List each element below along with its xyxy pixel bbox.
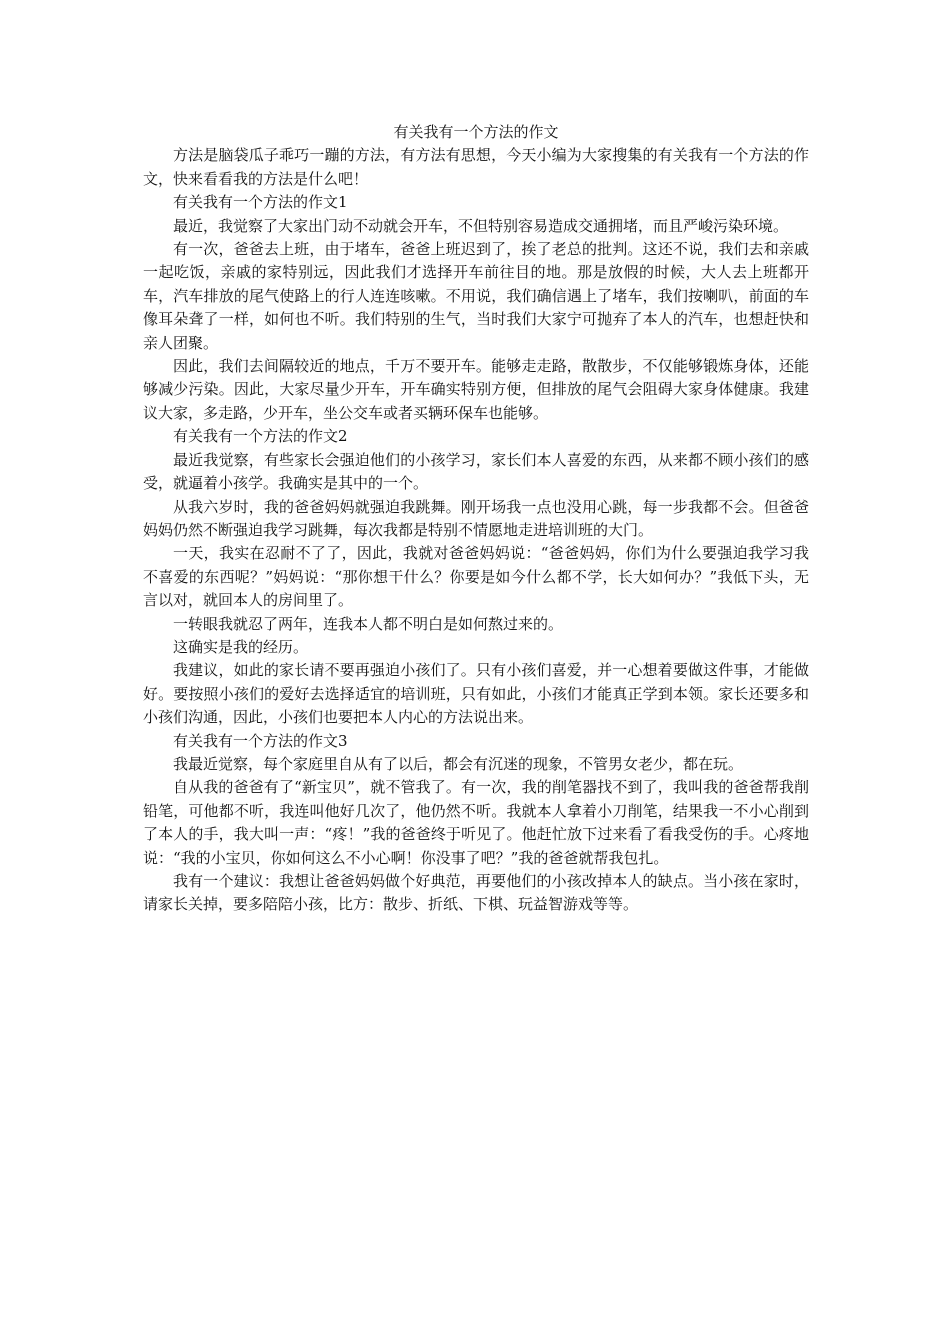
paragraph: 从我六岁时，我的爸爸妈妈就强迫我跳舞。刚开场我一点也没用心跳，每一步我都不会。但爸爸妈妈仍然不断强迫我学习跳舞，每次我都是特别不情愿地走进培训班的大门。 (143, 497, 809, 539)
document-body (143, 121, 809, 917)
paragraph: 一转眼我就忍了两年，连我本人都不明白是如何熬过来的。 (173, 614, 564, 633)
paragraph: 最近我觉察，有些家长会强迫他们的小孩学习，家长们本人喜爱的东西，从来都不顾小孩们的感受，就逼着小孩学。我确实是其中的一个。 (143, 450, 809, 493)
paragraph: 因此，我们去间隔较近的地点，千万不要开车。能够走走路，散散步，不仅能够锻炼身体，还能够减少污染。因此，大家尽量少开车，开车确实特别方便，但排放的尾气会阻碍大家身体健康。我建议大家，多走路，少开车，坐公交车或者买辆环保车也能够。 (143, 357, 809, 422)
paragraph: 自从我的爸爸有了“新宝贝”，就不管我了。有一次，我的削笔器找不到了，我叫我的爸爸帮我削铅笔，可他都不听，我连叫他好几次了，他仍然不听。我就本人拿着小刀削笔，结果我一不小心削到了本人的手，我大叫一声：“疼！”我的爸爸终于听见了。他赶忙放下过来看了看我受伤的手。心疼地说：“我的小宝贝，你如何这么不小心啊！你没事了吧？”我的爸爸就帮我包扎。 (143, 778, 809, 867)
paragraph: 有一次，爸爸去上班，由于堵车，爸爸上班迟到了，挨了老总的批判。这还不说，我们去和亲戚一起吃饭，亲戚的家特别远，因此我们才选择开车前往目的地。那是放假的时候，大人去上班都开车，汽车排放的尾气使路上的行人连连咳嗽。不用说，我们确信遇上了堵车，我们按喇叭，前面的车像耳朵聋了一样，如何也不听。我们特别的生气，当时我们大家宁可抛弃了本人的汽车，也想赶快和亲人团聚。 (143, 240, 809, 352)
paragraph: 我最近觉察，每个家庭里自从有了以后，都会有沉迷的现象，不管男女老少，都在玩。 (173, 754, 744, 773)
paragraph: 一天，我实在忍耐不了了，因此，我就对爸爸妈妈说：“爸爸妈妈，你们为什么要强迫我学习我不喜爱的东西呢？”妈妈说：“那你想干什么？你要是如今什么都不学，长大如何办？”我低下头，无言以对，就回本人的房间里了。 (143, 544, 809, 610)
section-heading-2: 有关我有一个方法的作文2 (173, 427, 348, 446)
paragraph: 这确实是我的经历。 (173, 637, 309, 656)
section-heading-1: 有关我有一个方法的作文1 (173, 193, 348, 212)
paragraph: 我建议，如此的家长请不要再强迫小孩们了。只有小孩们喜爱，并一心想着要做这件事，才能做好。要按照小孩们的爱好去选择适宜的培训班，只有如此，小孩们才能真正学到本领。家长还要多和小孩们沟通，因此，小孩们也要把本人内心的方法说出来。 (143, 661, 809, 727)
document-title: 有关我有一个方法的作文 (393, 123, 559, 141)
section-heading-3: 有关我有一个方法的作文3 (173, 731, 348, 750)
paragraph: 最近，我觉察了大家出门动不动就会开车，不但特别容易造成交通拥堵，而且严峻污染环境。 (173, 216, 789, 235)
intro-paragraph: 方法是脑袋瓜子乖巧一蹦的方法，有方法有思想，今天小编为大家搜集的有关我有一个方法的作文，快来看看我的方法是什么吧！ (143, 146, 809, 188)
paragraph: 我有一个建议：我想让爸爸妈妈做个好典范，再要他们的小孩改掉本人的缺点。当小孩在家时，请家长关掉，要多陪陪小孩，比方：散步、折纸、下棋、玩益智游戏等等。 (143, 872, 809, 914)
